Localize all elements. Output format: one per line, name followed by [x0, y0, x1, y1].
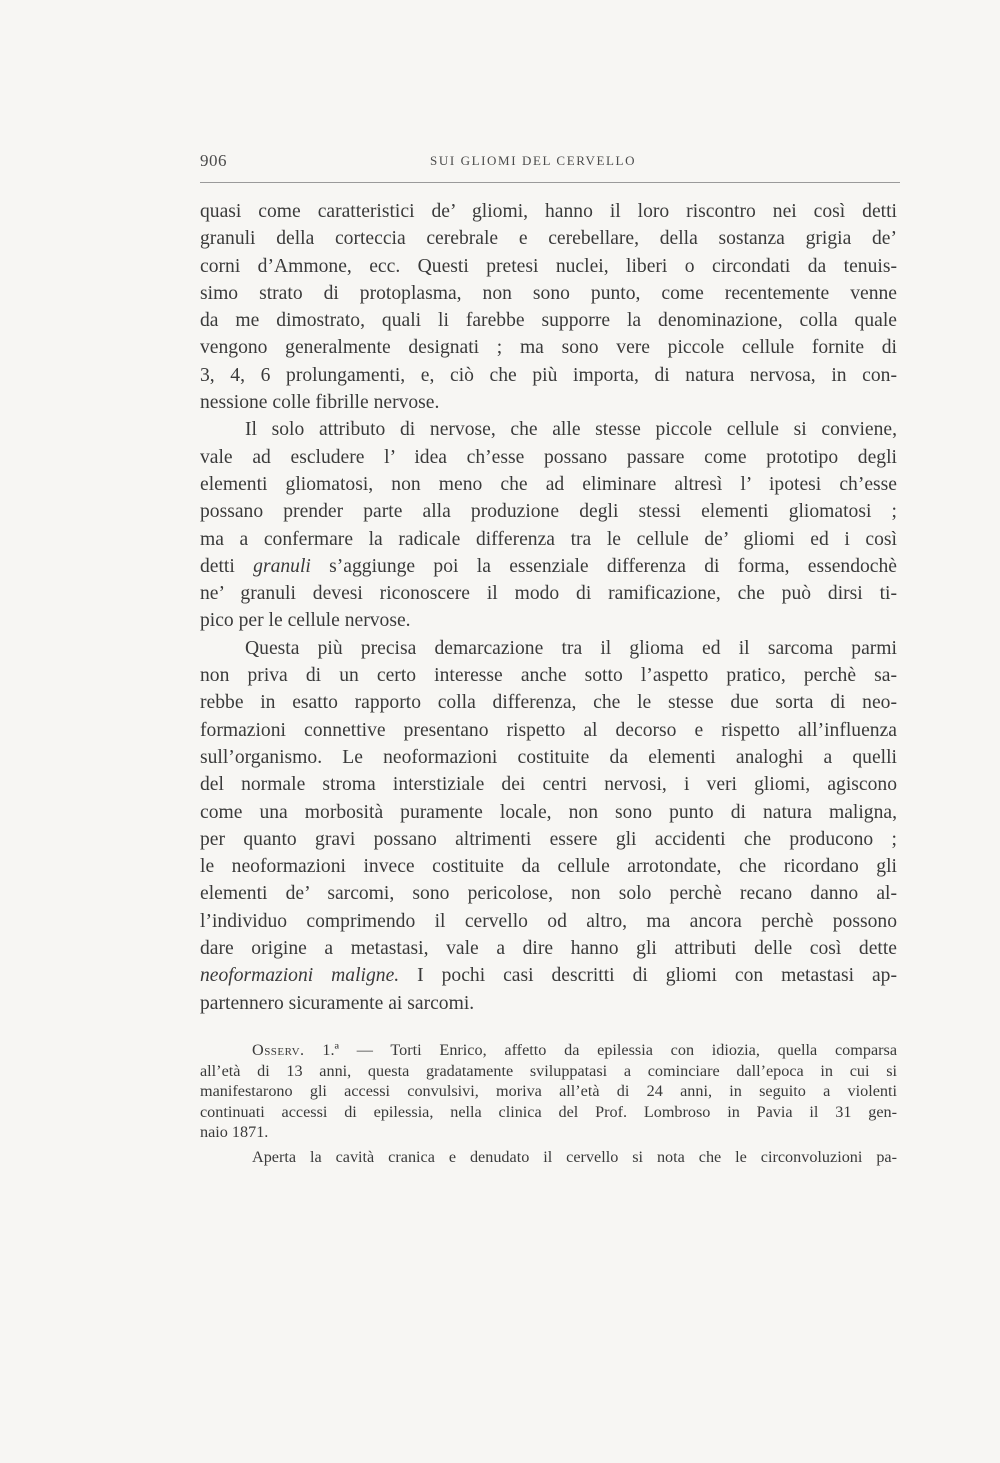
- text-fragment: detti: [200, 555, 235, 577]
- text-fragment: — Torti Enrico, affetto da epilessia con idiozia, quella comparsa: [356, 1041, 898, 1059]
- text-line: simo strato di protoplasma, non sono punto, come recentemente venne: [200, 282, 897, 304]
- text-line: come una morbosità puramente locale, non sono punto di natura maligna,: [200, 801, 897, 823]
- observation-label: Osserv.: [252, 1041, 305, 1059]
- text-line: nessione colle fibrille nervose.: [200, 392, 440, 414]
- text-line-with-italic: [200, 962, 897, 989]
- italic-term-neoformazioni-maligne: neoformazioni maligne.: [200, 965, 400, 987]
- text-line: rebbe in esatto rapporto colla differenza, che le stesse due sorta di neo-: [200, 692, 897, 714]
- text-line: elementi de’ sarcomi, sono pericolose, non solo perchè recano danno al-: [200, 883, 897, 905]
- text-fragment: s’aggiunge poi la essenziale differenza di forma, essendochè: [329, 555, 897, 577]
- observation-line: all’età di 13 anni, questa gradatamente sviluppatasi a cominciare dall’epoca in cui si: [200, 1061, 897, 1080]
- text-line: quasi come caratteristici de’ gliomi, hanno il loro riscontro nei così detti: [200, 201, 897, 222]
- text-line: partennero sicuramente ai sarcomi.: [200, 992, 475, 1014]
- text-line: per quanto gravi possano altrimenti essere gli accidenti che producono ;: [200, 828, 897, 850]
- text-line: granuli della corteccia cerebrale e cerebellare, della sostanza grigia de’: [200, 228, 897, 250]
- text-line: da me dimostrato, quali li farebbe supporre la denominazione, colla quale: [200, 310, 897, 332]
- text-line: non priva di un certo interesse anche sotto l’aspetto pratico, perchè sa-: [200, 665, 897, 687]
- text-line: 3, 4, 6 prolungamenti, e, ciò che più importa, di natura nervosa, in con-: [200, 364, 897, 386]
- text-line: pico per le cellule nervose.: [200, 610, 411, 632]
- running-title: SUI GLIOMI DEL CERVELLO: [430, 153, 637, 168]
- text-line: corni d’Ammone, ecc. Questi pretesi nuclei, liberi o circondati da tenuis-: [200, 255, 897, 277]
- text-line: le neoformazioni invece costituite da cellule arrotondate, che ricordano gli: [200, 856, 897, 878]
- observation-line: naio 1871.: [200, 1123, 269, 1142]
- text-line: formazioni connettive presentano rispetto al decorso e rispetto all’influenza: [200, 719, 897, 741]
- text-line: dare origine a metastasi, vale a dire hanno gli attributi delle così dette: [200, 938, 897, 960]
- text-line: possano prender parte alla produzione degli stessi elementi gliomatosi ;: [200, 501, 897, 523]
- observation-line: continuati accessi di epilessia, nella clinica del Prof. Lombroso in Pavia il 31 gen-: [200, 1102, 897, 1121]
- text-line: ne’ granuli devesi riconoscere il modo di ramificazione, che può dirsi ti-: [200, 583, 897, 605]
- italic-term-granuli: granuli: [253, 555, 311, 577]
- page-number: 906: [200, 151, 227, 170]
- text-line: ma a confermare la radicale differenza tra le cellule de’ gliomi ed i così: [200, 528, 897, 550]
- text-line: l’individuo comprimendo il cervello od altro, ma ancora perchè possono: [200, 910, 897, 932]
- header-rule: [200, 182, 900, 183]
- observation-paragraph-start: Aperta la cavità cranica e denudato il cervello si nota che le circonvoluzioni pa-: [252, 1147, 897, 1166]
- running-head: [200, 151, 900, 175]
- case-observation: [200, 1040, 897, 1168]
- text-line: sull’organismo. Le neoformazioni costituite da elementi analoghi a quelli: [200, 746, 897, 768]
- body-text: [200, 198, 897, 1017]
- text-line: elementi gliomatosi, non meno che ad eliminare altresì l’ ipotesi ch’esse: [200, 473, 897, 495]
- paragraph-start-line: Questa più precisa demarcazione tra il glioma ed il sarcoma parmi: [245, 637, 897, 659]
- text-line: del normale stroma interstiziale dei centri nervosi, i veri gliomi, agiscono: [200, 774, 897, 796]
- text-line: vale ad escludere l’ idea ch’esse possano passare come prototipo degli: [200, 446, 897, 468]
- text-line: vengono generalmente designati ; ma sono vere piccole cellule fornite di: [200, 337, 897, 359]
- observation-line: manifestarono gli accessi convulsivi, moriva all’età di 24 anni, in seguito a violenti: [200, 1082, 897, 1101]
- paragraph-start-line: Il solo attributo di nervose, che alle stesse piccole cellule si conviene,: [245, 419, 897, 441]
- observation-number: 1.ª: [322, 1041, 339, 1059]
- text-line-with-italic: [200, 553, 897, 580]
- text-fragment: I pochi casi descritti di gliomi con metastasi ap-: [417, 965, 897, 987]
- observation-heading-line: [200, 1040, 897, 1061]
